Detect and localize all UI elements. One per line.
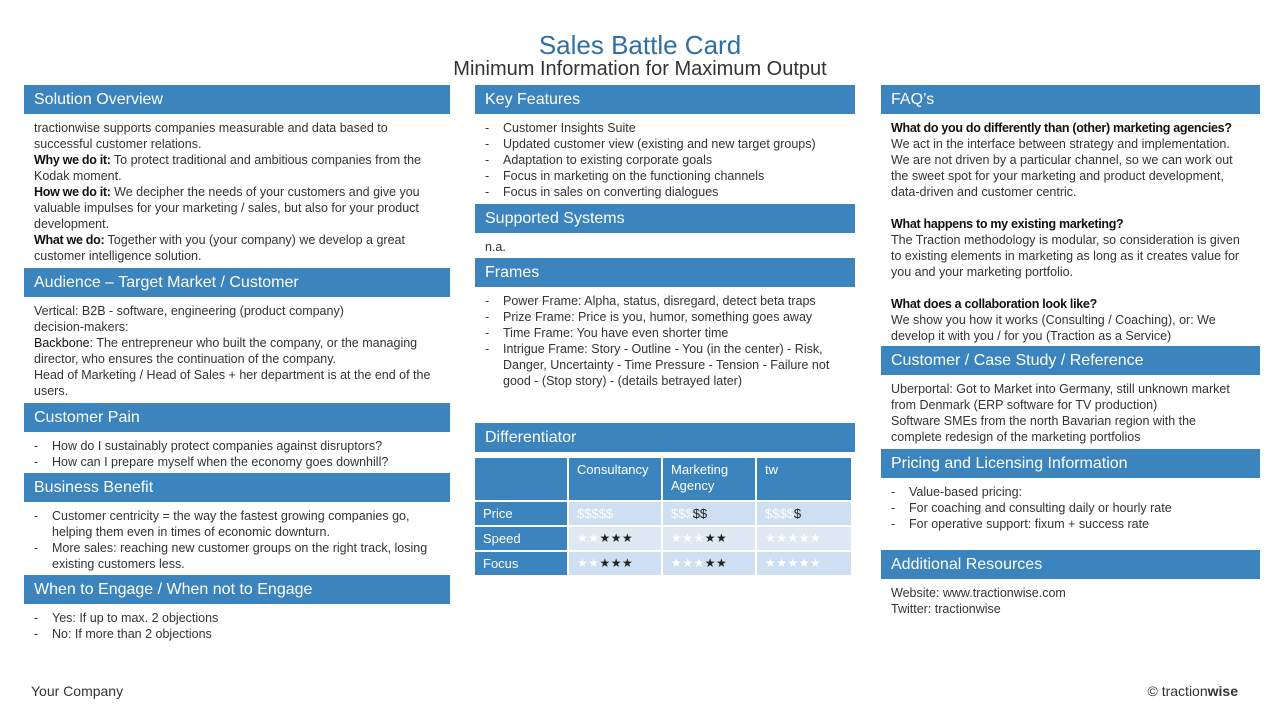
star-rating-faded: ★★ bbox=[577, 531, 600, 545]
frames-body bbox=[475, 287, 855, 423]
list-item: - Value-based pricing: bbox=[909, 484, 1250, 500]
differentiator-header: Differentiator bbox=[475, 423, 855, 452]
case-study-item: Uberportal: Got to Market into Germany, still unknown market from Denmark (ERP software for TV production) bbox=[891, 382, 1230, 412]
list-item: - Intrigue Frame: Story - Outline - You (in the center) - Risk, Danger, Uncertainty - Time Pressure - Tension - Failure not good - (Stop story) - (details betrayed later) bbox=[503, 341, 845, 389]
frames-header: Frames bbox=[475, 258, 855, 287]
faq-question: What happens to my existing marketing? bbox=[891, 217, 1124, 231]
customer-pain-header: Customer Pain bbox=[24, 403, 450, 432]
list-item: - More sales: reaching new customer groups on the right track, losing existing customers less. bbox=[52, 540, 440, 572]
column-right bbox=[881, 85, 1260, 619]
price-consultancy-cell bbox=[569, 502, 661, 525]
column-header-consultancy: Consultancy bbox=[569, 458, 661, 500]
rating-faded: $$$$ bbox=[765, 506, 794, 521]
engage-body bbox=[24, 604, 450, 644]
column-header-tw: tw bbox=[757, 458, 851, 500]
star-rating-faded: ★★★ bbox=[671, 556, 705, 570]
row-label-speed: Speed bbox=[475, 527, 567, 550]
why-label: Why we do it: bbox=[34, 153, 111, 167]
copyright-bold: wise bbox=[1207, 683, 1238, 699]
faq-body bbox=[881, 114, 1260, 346]
footer-copyright bbox=[1148, 683, 1238, 699]
faq-answer: We show you how it works (Consulting / Coaching), or: We develop it with you / for you (Traction as a Service) bbox=[891, 313, 1216, 343]
list-item: - Updated customer view (existing and new target groups) bbox=[503, 136, 845, 152]
faq-answer: The Traction methodology is modular, so consideration is given to existing elements in marketing as long as it creates value for you and your marketing portfolio. bbox=[891, 233, 1240, 279]
star-rating-faded: ★★★★★ bbox=[765, 531, 822, 545]
audience-head: Head of Marketing / Head of Sales + her department is at the end of the users. bbox=[34, 368, 431, 398]
list-item: - How do I sustainably protect companies against disruptors? bbox=[52, 438, 440, 454]
list-item: - Power Frame: Alpha, status, disregard, detect beta traps bbox=[503, 293, 845, 309]
speed-agency-cell bbox=[663, 527, 755, 550]
solution-overview-body bbox=[24, 114, 450, 268]
business-benefit-body bbox=[24, 502, 450, 575]
engage-header: When to Engage / When not to Engage bbox=[24, 575, 450, 604]
website-link[interactable]: Website: www.tractionwise.com bbox=[891, 586, 1066, 600]
rating-dark: $$ bbox=[692, 506, 708, 521]
column-left bbox=[24, 85, 450, 644]
list-item: - Customer centricity = the way the fastest growing companies go, helping them even in times of economic downturn. bbox=[52, 508, 440, 540]
star-rating-dark: ★★ bbox=[704, 556, 728, 570]
case-study-item: Software SMEs from the north Bavarian region with the complete redesign of the marketing portfolios bbox=[891, 414, 1197, 444]
star-rating-dark: ★★★ bbox=[599, 531, 634, 545]
solution-how bbox=[34, 184, 440, 232]
speed-consultancy-cell bbox=[569, 527, 661, 550]
backbone-label: Backbone bbox=[34, 336, 90, 350]
how-text: We decipher the needs of your customers and give you valuable impulses for your marketing / sales, but also for your product development. bbox=[34, 185, 420, 231]
case-study-body bbox=[881, 375, 1260, 449]
list-item: - For operative support: fixum + success rate bbox=[909, 516, 1250, 532]
additional-resources-body bbox=[881, 579, 1260, 619]
star-rating-faded: ★★ bbox=[577, 556, 600, 570]
star-rating-dark: ★★ bbox=[704, 531, 728, 545]
star-rating-faded: ★★★★★ bbox=[765, 556, 822, 570]
business-benefit-header: Business Benefit bbox=[24, 473, 450, 502]
faq-answer: We act in the interface between strategy and implementation. We are not driven by a particular channel, so we can work out the sweet spot for your marketing and product development, data-driven and customer centric. bbox=[891, 137, 1233, 199]
backbone-text: : The entrepreneur who built the company, or the managing director, who ensures the continuation of the company. bbox=[34, 336, 418, 366]
audience-header: Audience – Target Market / Customer bbox=[24, 268, 450, 297]
audience-vertical: Vertical: B2B - software, engineering (product company) bbox=[34, 304, 344, 318]
rating-dark: $ bbox=[793, 506, 802, 521]
list-item: - Prize Frame: Price is you, humor, something goes away bbox=[503, 309, 845, 325]
price-tw-cell bbox=[757, 502, 851, 525]
table-row bbox=[475, 552, 851, 575]
faq-header: FAQ’s bbox=[881, 85, 1260, 114]
spacer bbox=[891, 280, 1250, 296]
customer-pain-body bbox=[24, 432, 450, 473]
price-agency-cell bbox=[663, 502, 755, 525]
footer-company: Your Company bbox=[31, 683, 124, 699]
list-item: - Focus in sales on converting dialogues bbox=[503, 184, 845, 200]
column-header-marketing-agency: Marketing Agency bbox=[663, 458, 755, 500]
additional-resources-header: Additional Resources bbox=[881, 550, 1260, 579]
supported-systems-header: Supported Systems bbox=[475, 204, 855, 233]
audience-body bbox=[24, 297, 450, 403]
faq-question: What does a collaboration look like? bbox=[891, 297, 1097, 311]
key-features-header: Key Features bbox=[475, 85, 855, 114]
focus-consultancy-cell bbox=[569, 552, 661, 575]
star-rating-faded: ★★★ bbox=[671, 531, 705, 545]
copyright-prefix: © traction bbox=[1147, 683, 1208, 699]
twitter-link[interactable]: Twitter: tractionwise bbox=[891, 602, 1001, 616]
table-row bbox=[475, 527, 851, 550]
solution-intro: tractionwise supports companies measurable and data based to successful customer relations. bbox=[34, 121, 388, 151]
solution-overview-header: Solution Overview bbox=[24, 85, 450, 114]
supported-systems-body bbox=[475, 233, 855, 258]
row-label-focus: Focus bbox=[475, 552, 567, 575]
row-label-price: Price bbox=[475, 502, 567, 525]
rating-faded: $$$$$ bbox=[577, 506, 614, 521]
table-header-row bbox=[475, 458, 851, 500]
focus-agency-cell bbox=[663, 552, 755, 575]
column-middle bbox=[475, 85, 855, 577]
star-rating-dark: ★★★ bbox=[599, 556, 634, 570]
rating-faded: $$$ bbox=[671, 506, 693, 521]
what-text: Together with you (your company) we develop a great customer intelligence solution. bbox=[34, 233, 405, 263]
spacer bbox=[891, 200, 1250, 216]
audience-decision: decision-makers: bbox=[34, 320, 129, 334]
differentiator-table bbox=[473, 456, 853, 577]
list-item: - Time Frame: You have even shorter time bbox=[503, 325, 845, 341]
supported-systems-text: n.a. bbox=[485, 240, 506, 254]
key-features-body bbox=[475, 114, 855, 204]
list-item: - How can I prepare myself when the economy goes downhill? bbox=[52, 454, 440, 470]
pricing-header: Pricing and Licensing Information bbox=[881, 449, 1260, 478]
list-item: - Yes: If up to max. 2 objections bbox=[52, 610, 440, 626]
audience-backbone bbox=[34, 335, 440, 367]
speed-tw-cell bbox=[757, 527, 851, 550]
why-text: To protect traditional and ambitious companies from the Kodak moment. bbox=[34, 153, 422, 183]
focus-tw-cell bbox=[757, 552, 851, 575]
what-label: What we do: bbox=[34, 233, 105, 247]
page-title: Sales Battle Card bbox=[538, 30, 742, 60]
list-item: - Customer Insights Suite bbox=[503, 120, 845, 136]
how-label: How we do it: bbox=[34, 185, 111, 199]
table-row bbox=[475, 502, 851, 525]
list-item: - No: If more than 2 objections bbox=[52, 626, 440, 642]
case-study-header: Customer / Case Study / Reference bbox=[881, 346, 1260, 375]
table-corner-cell bbox=[475, 458, 567, 500]
list-item: - Focus in marketing on the functioning channels bbox=[503, 168, 845, 184]
faq-question: What do you do differently than (other) marketing agencies? bbox=[891, 121, 1232, 135]
solution-what bbox=[34, 232, 440, 264]
pricing-body bbox=[881, 478, 1260, 550]
solution-why bbox=[34, 152, 440, 184]
page-subtitle: Minimum Information for Maximum Output bbox=[453, 58, 827, 80]
list-item: - Adaptation to existing corporate goals bbox=[503, 152, 845, 168]
list-item: - For coaching and consulting daily or hourly rate bbox=[909, 500, 1250, 516]
